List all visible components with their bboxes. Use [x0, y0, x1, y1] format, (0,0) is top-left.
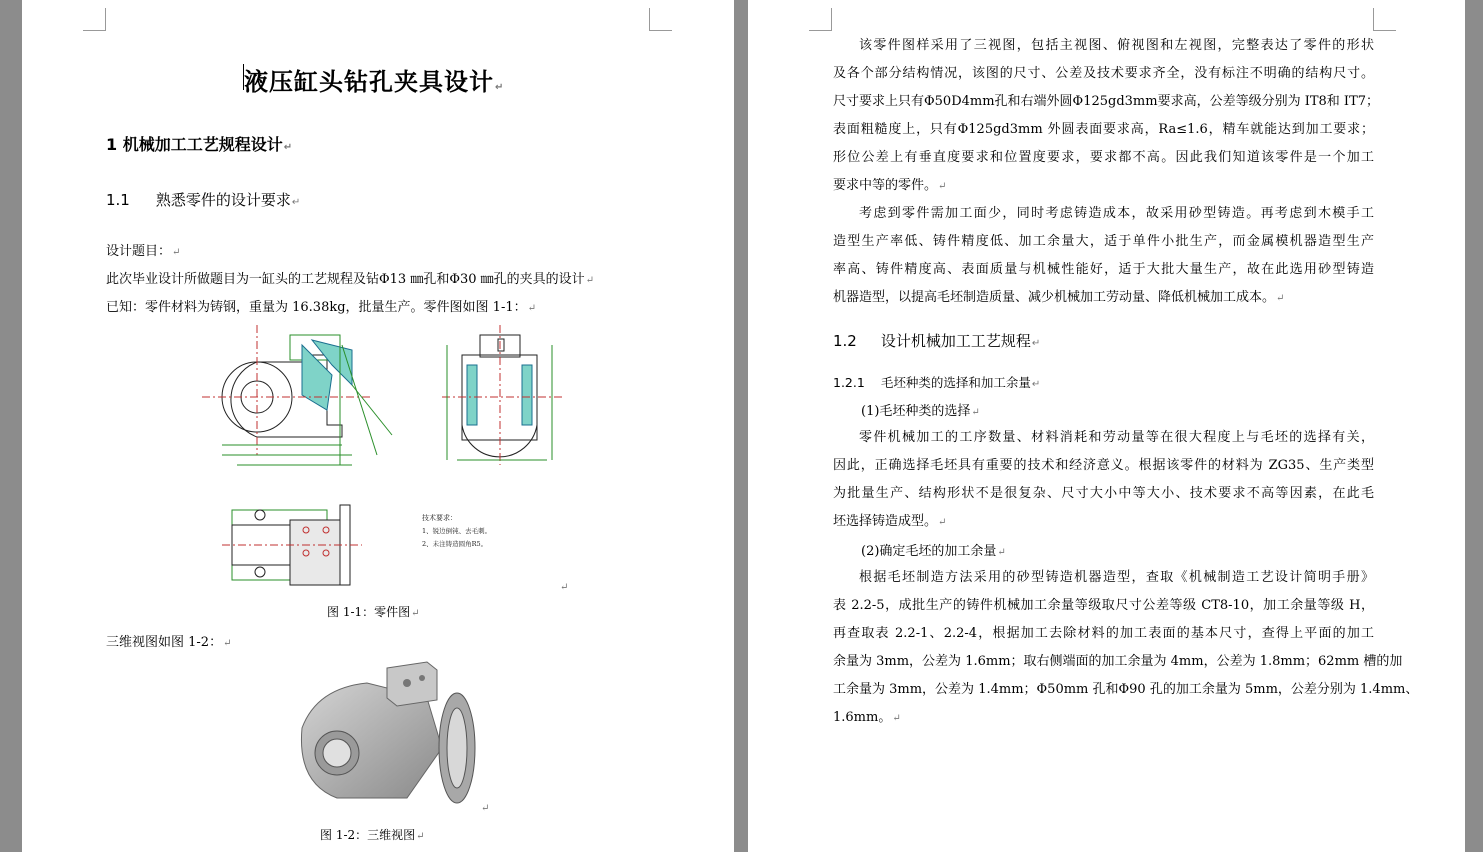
tech-req-item-2: 2、未注铸造圆角R5。	[422, 540, 488, 548]
paragraph-line: 及各个部分结构情况，该图的尺寸、公差及技术要求齐全，没有标注不明确的结构尺寸。	[833, 66, 1374, 81]
subheading-blank-type[interactable]	[861, 400, 980, 419]
paragraph-line: 形位公差上有垂直度要求和位置度要求，要求都不高。因此我们知道该零件是一个加工	[833, 150, 1374, 165]
paragraph-mark: ↵	[585, 275, 595, 286]
paragraph-line-text: 1.6mm。	[833, 710, 892, 725]
design-topic-label[interactable]	[106, 240, 180, 259]
paragraph-mark: ↵	[938, 517, 947, 528]
paragraph-line: 造型生产率低、铸件精度低、加工余量大，适于单件小批生产，而金属模机器造型生产	[833, 234, 1374, 249]
paragraph-mark: ↵	[291, 197, 301, 208]
paragraph-mark: ↵	[527, 303, 537, 314]
paragraph-line: 根据毛坯制造方法采用的砂型铸造机器造型，查取《机械制造工艺设计简明手册》	[859, 570, 1374, 585]
paragraph-blank-selection[interactable]	[833, 424, 1374, 537]
paragraph-mark: ↵	[416, 831, 425, 842]
heading-1-2[interactable]	[833, 330, 1040, 351]
right-margin-strip	[1465, 0, 1483, 852]
paragraph-mark: ↵	[1031, 379, 1041, 390]
paragraph-line-last	[833, 704, 1374, 733]
document-title[interactable]	[244, 62, 504, 97]
subheading-machining-allowance[interactable]	[861, 540, 1006, 559]
heading-number: 1.1	[106, 191, 130, 209]
paragraph-line-last	[833, 172, 1374, 201]
paragraph-line: 再查取表 2.2-1、2.2-4，根据加工去除材料的加工表面的基本尺寸，查得上平面的加工	[833, 626, 1374, 641]
heading-1-1[interactable]	[106, 189, 300, 210]
paragraph-mark: ↵	[1031, 338, 1041, 349]
title-text: 液压缸头钻孔夹具设计	[244, 68, 494, 96]
paragraph-mark: ↵	[892, 713, 901, 724]
paragraph-line: 表面粗糙度上，只有Φ125gd3mm 外圆表面要求高，Ra≤1.6，精车就能达到加工要求；	[833, 122, 1374, 137]
top-view-drawing	[222, 505, 362, 585]
paragraph-mark: ↵	[560, 582, 569, 593]
crop-mark-top-left	[83, 8, 106, 31]
paragraph-line-text: 机器造型，以提高毛坯制造质量、减少机械加工劳动量、降低机械加工成本。	[833, 290, 1276, 305]
paragraph-mark: ↵	[938, 181, 947, 192]
heading-1[interactable]	[106, 132, 292, 155]
paragraph-mark: ↵	[223, 638, 232, 649]
figure-1-2-caption[interactable]	[320, 826, 425, 843]
paragraph-mark: ↵	[481, 803, 490, 814]
paragraph-line: 因此，正确选择毛坯具有重要的技术和经济意义。根据该零件的材料为 ZG35、生产类型	[833, 458, 1374, 473]
figure-1-1-caption[interactable]	[327, 603, 420, 620]
3d-view-figure	[277, 658, 477, 813]
tech-req-item-1: 1、锐边倒钝、去毛刺。	[422, 527, 492, 535]
crop-mark-top-right	[649, 8, 672, 31]
crop-mark-top-left	[809, 8, 832, 31]
paragraph-mark: ↵	[997, 547, 1006, 558]
paragraph-line: 工余量为 3mm，公差为 1.4mm；Φ50mm 孔和Φ90 孔的加工余量为 5mm，公差分别为 1.4mm、	[833, 682, 1419, 697]
part-drawing-figure	[202, 325, 582, 595]
front-view-drawing	[202, 325, 392, 465]
design-topic-label-text: 设计题目：	[106, 244, 172, 259]
design-topic-content: 此次毕业设计所做题目为一缸头的工艺规程及钻Φ13 ㎜孔和Φ30 ㎜孔的夹具的设计	[106, 272, 585, 287]
heading-1-text: 1 机械加工工艺规程设计	[106, 135, 283, 154]
design-topic-text[interactable]	[106, 268, 594, 287]
paragraph-line: 余量为 3mm，公差为 1.6mm；取右侧端面的加工余量为 4mm，公差为 1.8mm；62mm 槽的加	[833, 654, 1403, 669]
known-text[interactable]	[106, 296, 536, 315]
subheading-text: (1)毛坯种类的选择	[861, 404, 971, 419]
fig-1-2-intro[interactable]	[106, 631, 231, 650]
paragraph-casting-method[interactable]	[833, 200, 1374, 313]
heading-number: 1.2.1	[833, 375, 865, 390]
side-view-drawing	[442, 325, 562, 465]
heading-1-2-1[interactable]	[833, 373, 1040, 391]
paragraph-allowance-values[interactable]	[833, 564, 1419, 733]
caption-text: 图 1-2：三维视图	[320, 828, 416, 842]
tech-req-title: 技术要求：	[422, 514, 457, 522]
paragraph-line: 零件机械加工的工序数量、材料消耗和劳动量等在很大程度上与毛坯的选择有关，	[859, 430, 1374, 445]
paragraph-mark: ↵	[411, 608, 420, 619]
document-page-2[interactable]	[748, 0, 1465, 852]
paragraph-line: 尺寸要求上只有Φ50D4mm孔和右端外圆Φ125gd3mm要求高，公差等级分别为 IT8和 IT7；	[833, 94, 1380, 109]
paragraph-line: 表 2.2-5，成批生产的铸件机械加工余量等级取尺寸公差等级 CT8-10，加工余量等级 H，	[833, 598, 1374, 613]
paragraph-mark: ↵	[172, 247, 181, 258]
heading-text: 熟悉零件的设计要求	[155, 191, 291, 209]
paragraph-line: 考虑到零件需加工面少，同时考虑铸造成本，故采用砂型铸造。再考虑到木模手工	[859, 206, 1374, 221]
subheading-text: (2)确定毛坯的加工余量	[861, 544, 997, 559]
paragraph-mark: ↵	[283, 142, 293, 153]
crop-mark-top-right	[1373, 8, 1396, 31]
paragraph-mark: ↵	[495, 82, 505, 93]
paragraph-line: 为批量生产、结构形状不是很复杂、尺寸大小中等大小、技术要求不高等因素，在此毛	[833, 486, 1374, 501]
paragraph-mark: ↵	[971, 407, 980, 418]
heading-number: 1.2	[833, 332, 857, 350]
paragraph-line: 率高、铸件精度高、表面质量与机械性能好，适于大批大量生产，故在此选用砂型铸造	[833, 262, 1374, 277]
page-gap	[734, 0, 748, 852]
fig-1-2-intro-text: 三维视图如图 1-2：	[106, 635, 223, 650]
heading-text: 毛坯种类的选择和加工余量	[880, 375, 1031, 390]
known-content: 已知：零件材料为铸钢，重量为 16.38kg，批量生产。零件图如图 1-1：	[106, 300, 527, 315]
paragraph-line-text: 坯选择铸造成型。	[833, 514, 938, 529]
paragraph-line-last	[833, 508, 1374, 537]
document-page-1[interactable]	[22, 0, 734, 852]
paragraph-line-text: 要求中等的零件。	[833, 178, 938, 193]
paragraph-mark: ↵	[1276, 293, 1285, 304]
paragraph-line-last	[833, 284, 1374, 313]
heading-text: 设计机械加工工艺规程	[880, 332, 1031, 350]
caption-text: 图 1-1：零件图	[327, 605, 411, 619]
paragraph-line: 该零件图样采用了三视图，包括主视图、俯视图和左视图，完整表达了零件的形状	[859, 38, 1374, 53]
paragraph-drawing-analysis[interactable]	[833, 32, 1380, 201]
